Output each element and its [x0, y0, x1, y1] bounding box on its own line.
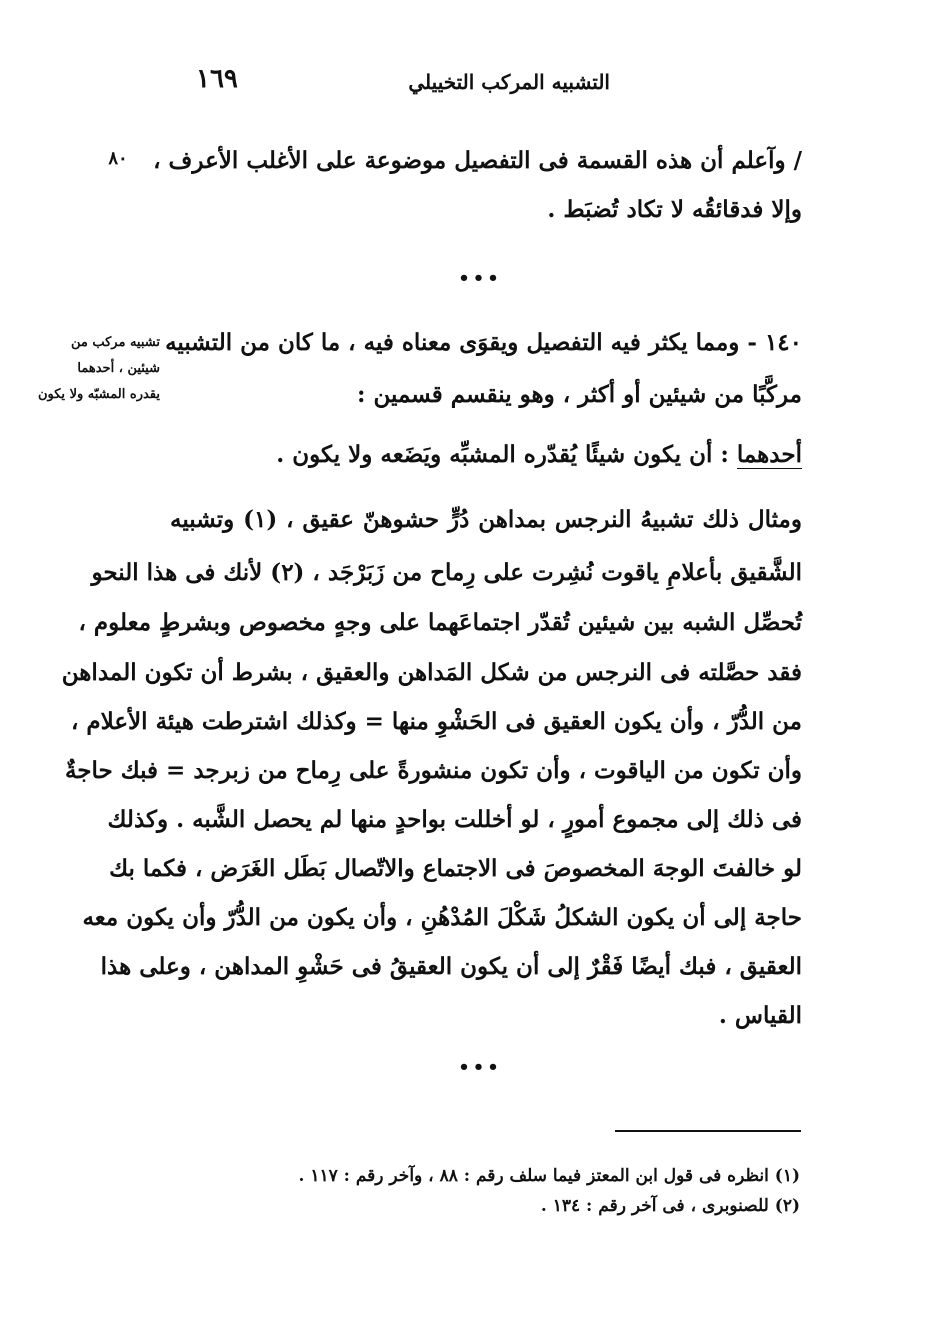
heading-label: أحدهما	[736, 441, 802, 468]
body-line: الشَّقيق بأعلامِ ياقوت نُشِرت على رِماح من زَبَرْجَد ، (٢) لأنك فى هذا النحو	[91, 559, 802, 586]
section-intro-line: ١٤٠ - ومما يكثر فيه التفصيل ويقوَى معناه فيه ، ما كان من التشبيه	[165, 329, 802, 356]
body-line: وأن تكون من الياقوت ، وأن تكون منشورةً على رِماح من زبرجد = فبك حاجةٌ	[64, 757, 802, 784]
body-line: فقد حصَّلته فى النرجس من شكل المَداهن والعقيق ، بشرط أن تكون المداهن	[61, 659, 802, 686]
margin-note-line: تشبيه مركب من	[70, 335, 160, 350]
page-number: ١٦٩	[196, 64, 238, 94]
paragraph-line: / وآعلم أن هذه القسمة فى التفصيل موضوعة على الأغلب الأعرف ،	[153, 147, 802, 174]
margin-note-line: شيئين ، أحدهما	[77, 361, 160, 376]
body-line: ومثال ذلك تشبيهُ النرجس بمداهن دُرٍّ حشوهنّ عقيق ، (١) وتشبيه	[170, 506, 802, 533]
running-header-title: التشبيه المركب التخييلي	[408, 70, 610, 94]
body-line: تُحصِّل الشبه بين شيئين تُقدّر اجتماعَهما على وجهٍ مخصوص وبشرطٍ معلوم ،	[78, 609, 802, 636]
footnote-rule	[615, 1130, 801, 1132]
first-type-heading	[170, 437, 802, 473]
body-line: العقيق ، فبك أيضًا فَقْرٌ إلى أن يكون العقيقُ فى حَشْوِ المداهن ، وعلى هذا	[100, 953, 802, 980]
section-intro-line: مركَّبًا من شيئين أو أكثر ، وهو ينقسم قسمين :	[357, 381, 802, 408]
body-line: لو خالفتَ الوجهَ المخصوصَ فى الاجتماع والاتّصال بَطَل الغَرَض ، فكما بك	[109, 855, 802, 882]
paragraph-line: وإلا فدقائقُه لا تكاد تُضبَط .	[547, 196, 802, 223]
body-line: من الدُّرّ ، وأن يكون العقيق فى الحَشْوِ منها = وكذلك اشترطت هيئة الأعلام ،	[70, 708, 802, 735]
body-line: القياس .	[718, 1002, 802, 1029]
body-line: حاجة إلى أن يكون الشكلُ شَكْلَ المُدْهُنِ ، وأن يكون من الدُّرّ وأن يكون معه	[82, 904, 802, 931]
footnote: (٢) للصنوبرى ، فى آخر رقم : ١٣٤ .	[540, 1196, 800, 1216]
margin-note-line: يقدره المشبّه ولا يكون	[37, 387, 160, 402]
margin-reference-number: ٨٠	[108, 148, 128, 169]
heading-text: : أن يكون شيئًا يُقدّره المشبِّه ويَضَعه ولا يكون .	[276, 441, 729, 468]
section-divider: •••	[458, 1057, 502, 1078]
body-line: فى ذلك إلى مجموع أمورٍ ، لو أخللت بواحدٍ منها لم يحصل الشَّبه . وكذلك	[107, 806, 802, 833]
footnote: (١) انظره فى قول ابن المعتز فيما سلف رقم : ٨٨ ، وآخر رقم : ١١٧ .	[298, 1166, 800, 1186]
section-divider: •••	[458, 268, 502, 289]
